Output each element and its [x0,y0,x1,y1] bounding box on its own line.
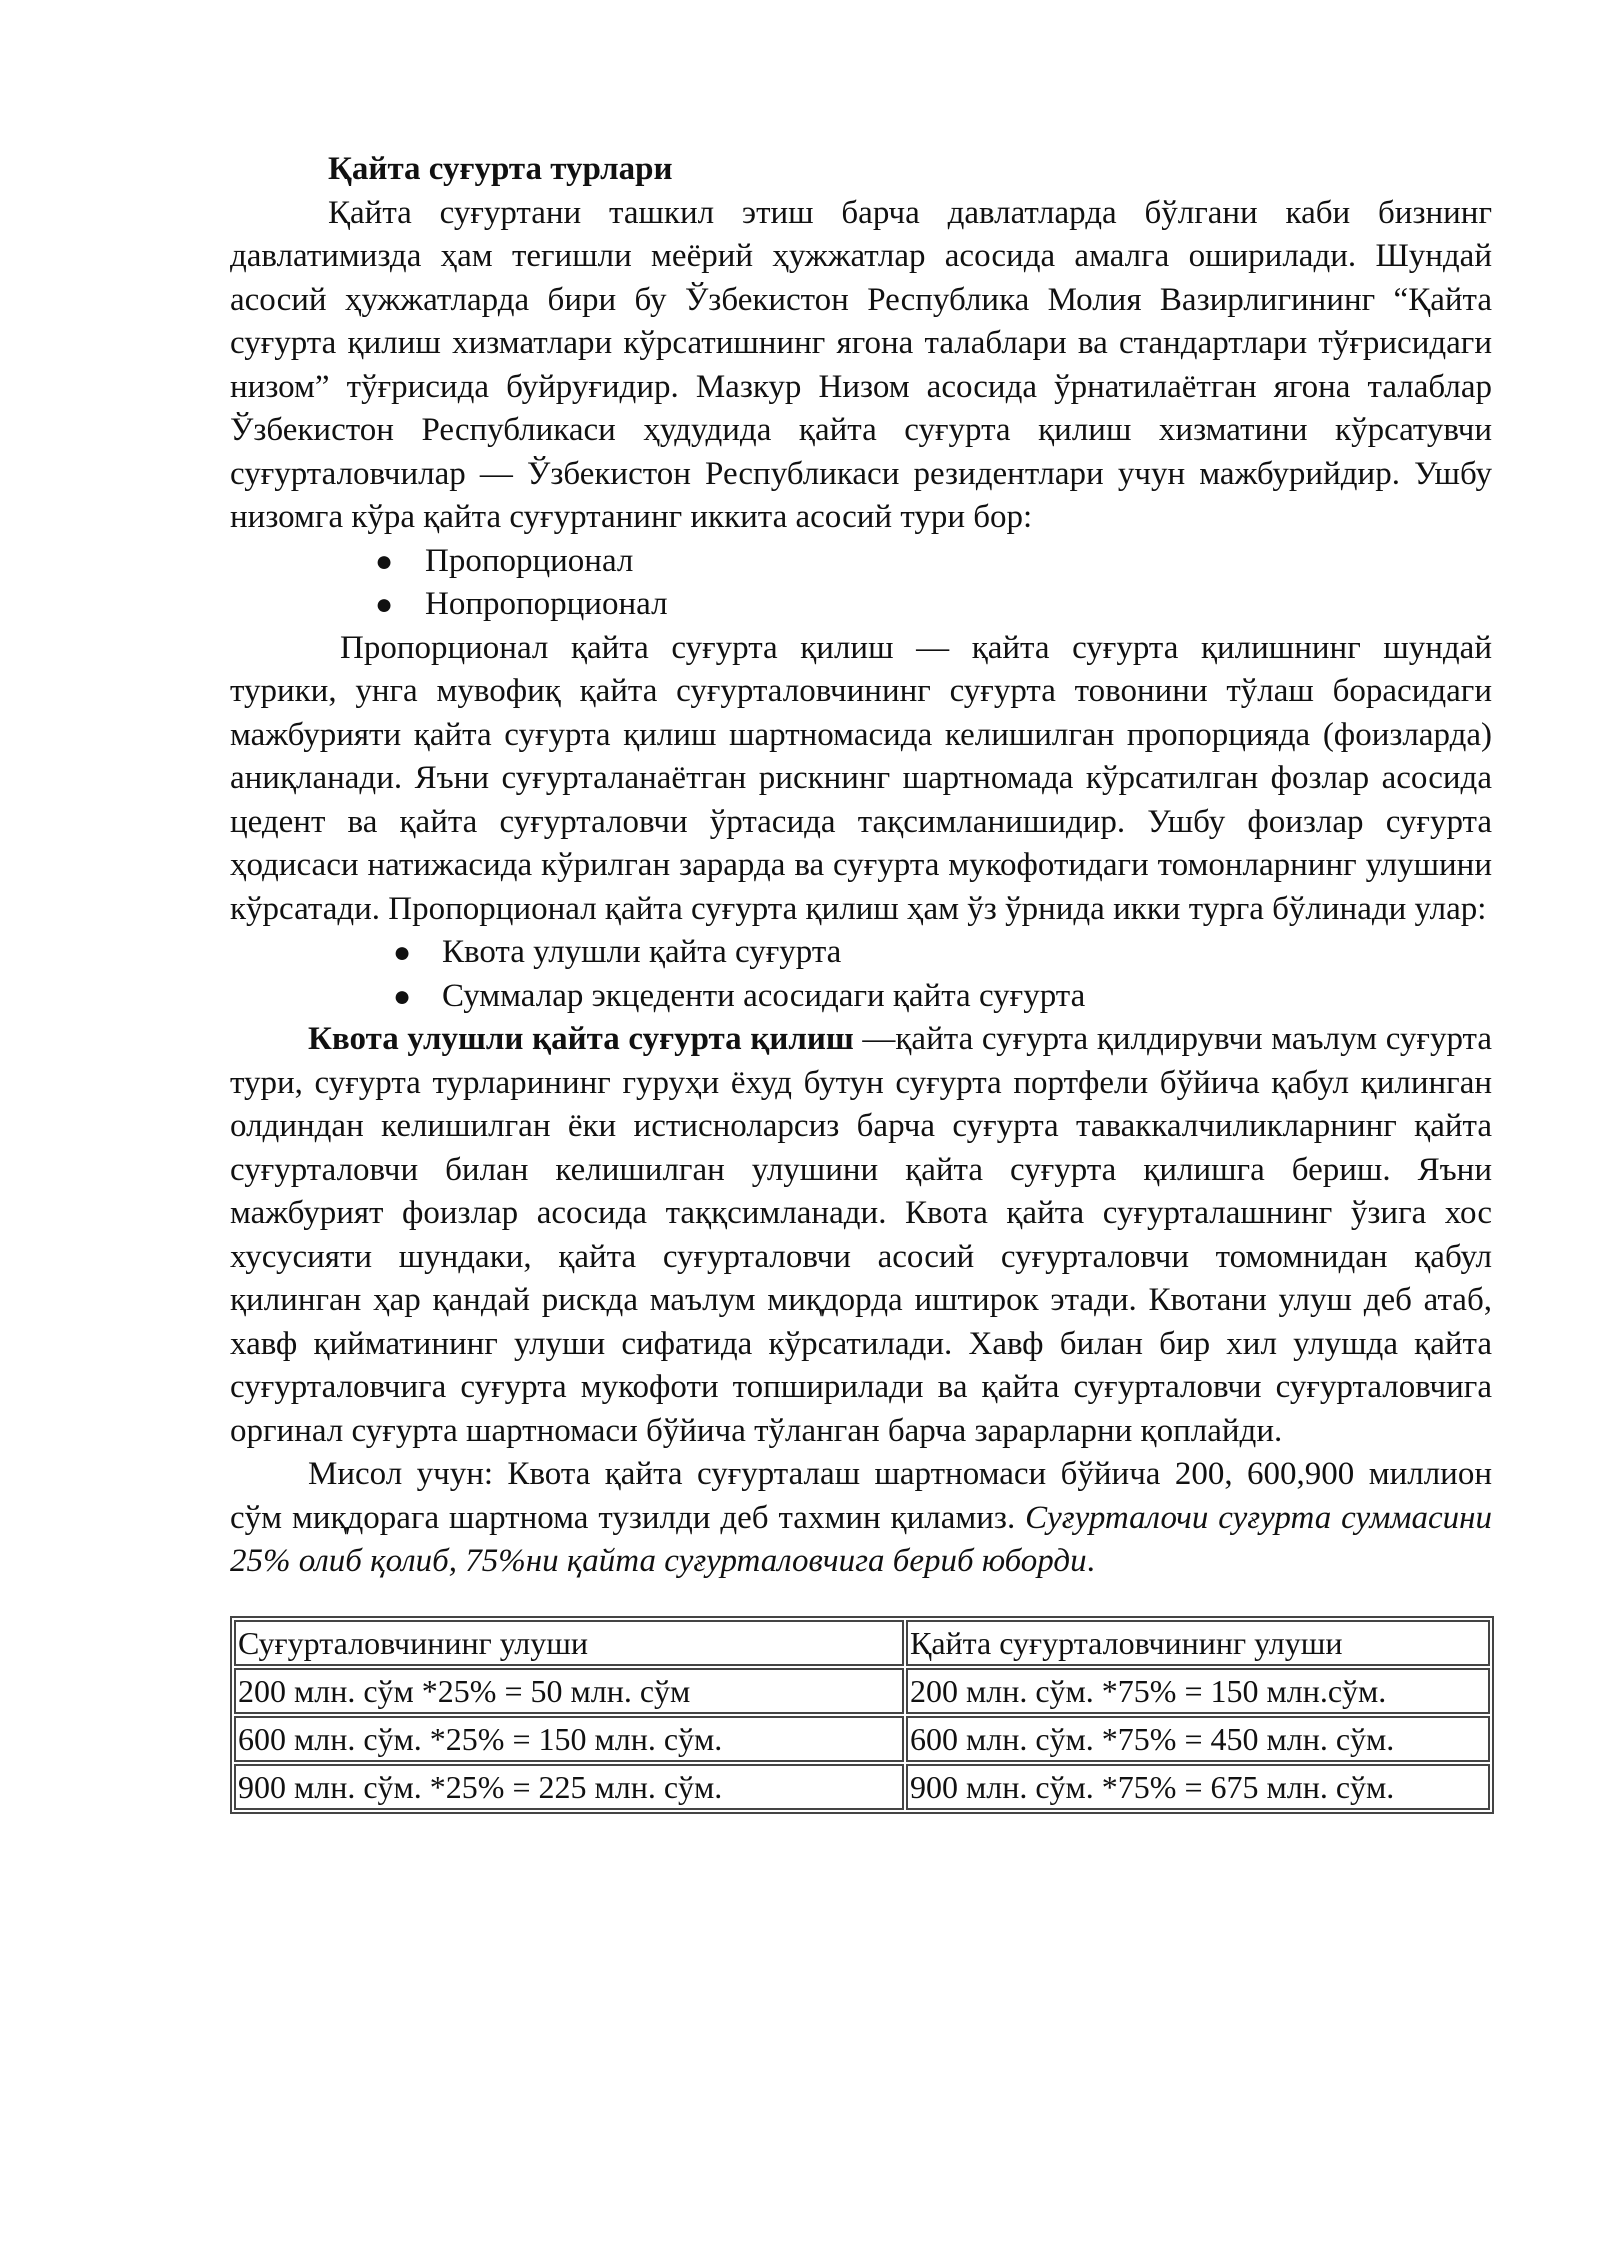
paragraph-proportional: Пропорционал қайта суғурта қилиш — қайта суғурта қилишнинг шундай турики, унга мувофиқ қайта суғурталовчининг суғурта товонини тўлаш борасидаги мажбурияти қайта суғурта қилиш шартномасида келишилган пропорцияда (фоизларда) аниқланади. Яъни суғурталанаётган рискнинг шартномада кўрсатилган фозлар асосида цедент ва қайта суғурталовчи ўртасида тақсимланишидир. Ушбу фоизлар суғурта ҳодисаси натижасида кўрилган зарарда ва суғурта мукофотидаги томонларнинг улушини кўрсатади. Пропорционал қайта суғурта қилиш ҳам ўз ўрнида икки турга бўлинади улар: [230,629,1492,927]
bullet-icon: ● [393,979,412,1013]
bullet-icon: ● [393,936,412,969]
term-quota: Квота улушли қайта суғурта қилиш [308,1021,854,1057]
table-cell: 600 млн. сўм. *75% = 450 млн. сўм. [906,1716,1490,1762]
paragraph-quota: Квота улушли қайта суғурта қилиш —қайта суғурта қилдирувчи маълум суғурта тури, суғурта турларининг гуруҳи ёхуд бутун суғурта портфели бўйича қабул қилинган олдиндан келишилган ёки истисноларсиз барча суғурта таваккалчиликларнинг қайта суғурталовчи билан келишилган улушини қайта суғурта қилишга бериш. Яъни мажбурият фоизлар асосида таққсимланади. Квота қайта суғурталашнинг ўзига хос хусусияти шундаки, қайта суғурталовчи асосий суғурталовчи томомнидан қабул қилинган ҳар қандай рискда маълум миқдорда иштирок этади. Квотани улуш деб атаб, хавф қийматининг улуши сифатида кўрсатилади. Хавф билан бир хил улушда қайта суғурталовчига суғурта мукофоти топширилади ва қайта суғурталовчи суғурталовчига оргинал суғурта шартномаси бўйича тўланган барча зарарларни қоплайди. [230,1021,1492,1449]
reinsurance-types-list [230,540,1492,627]
example-italic: Суғурталочи суғурта суммасини 25% олиб қолиб, 75%ни қайта суғурталовчига бериб юборди [230,1499,1492,1579]
table-row [234,1716,1490,1762]
bullet-icon: ● [375,588,394,621]
section-title: Қайта суғурта турлари [328,151,673,187]
table-cell: 200 млн. сўм *25% = 50 млн. сўм [234,1668,904,1714]
table-row [234,1668,1490,1714]
table-cell: 600 млн. сўм. *25% = 150 млн. сўм. [234,1716,904,1762]
proportional-subtypes-list [230,931,1492,1018]
table-header-row [234,1620,1490,1666]
document-page [230,148,1492,1814]
list-item: ● Нопропорционал [230,583,1492,627]
table-cell: 900 млн. сўм. *25% = 225 млн. сўм. [234,1764,904,1810]
list-item: ● Квота улушли қайта суғурта [230,931,1492,975]
paragraph-intro: Қайта суғуртани ташкил этиш барча давлатларда бўлгани каби бизнинг давлатимизда ҳам тегишли меёрий ҳужжатлар асосида амалга оширилади. Шундай асосий ҳужжатларда бири бу Ўзбекистон Республика Молия Вазирлигининг “Қайта суғурта қилиш хизматлари кўрсатишнинг ягона талаблари ва стандартлари тўғрисидаги низом” тўғрисида буйруғидир. Мазкур Низом асосида ўрнатилаётган ягона талаблар Ўзбекистон Республикаси ҳудудида қайта суғурта қилиш хизматини кўрсатувчи суғурталовчилар — Ўзбекистон Республикаси резидентлари учун мажбурийдир. Ушбу низомга кўра қайта суғуртанинг иккита асосий тури бор: [230,194,1492,535]
paragraph-example: Мисол учун: Квота қайта суғурталаш шартномаси бўйича 200, 600,900 миллион сўм миқдорага шартнома тузилди деб тахмин қиламиз. Суғурталочи суғурта суммасини 25% олиб қолиб, 75%ни қайта суғурталовчига бериб юборди. [230,1456,1492,1579]
table-header-cell: Қайта суғурталовчининг улуши [906,1620,1490,1666]
table-row [234,1764,1490,1810]
table-header-cell: Суғурталовчининг улуши [234,1620,904,1666]
table-cell: 900 млн. сўм. *75% = 675 млн. сўм. [906,1764,1490,1810]
bullet-icon: ● [375,544,394,578]
quota-share-table [230,1616,1494,1814]
table-cell: 200 млн. сўм. *75% = 150 млн.сўм. [906,1668,1490,1714]
list-item: ● Пропорционал [230,540,1492,584]
list-item: ● Суммалар экцеденти асосидаги қайта суғурта [230,975,1492,1019]
